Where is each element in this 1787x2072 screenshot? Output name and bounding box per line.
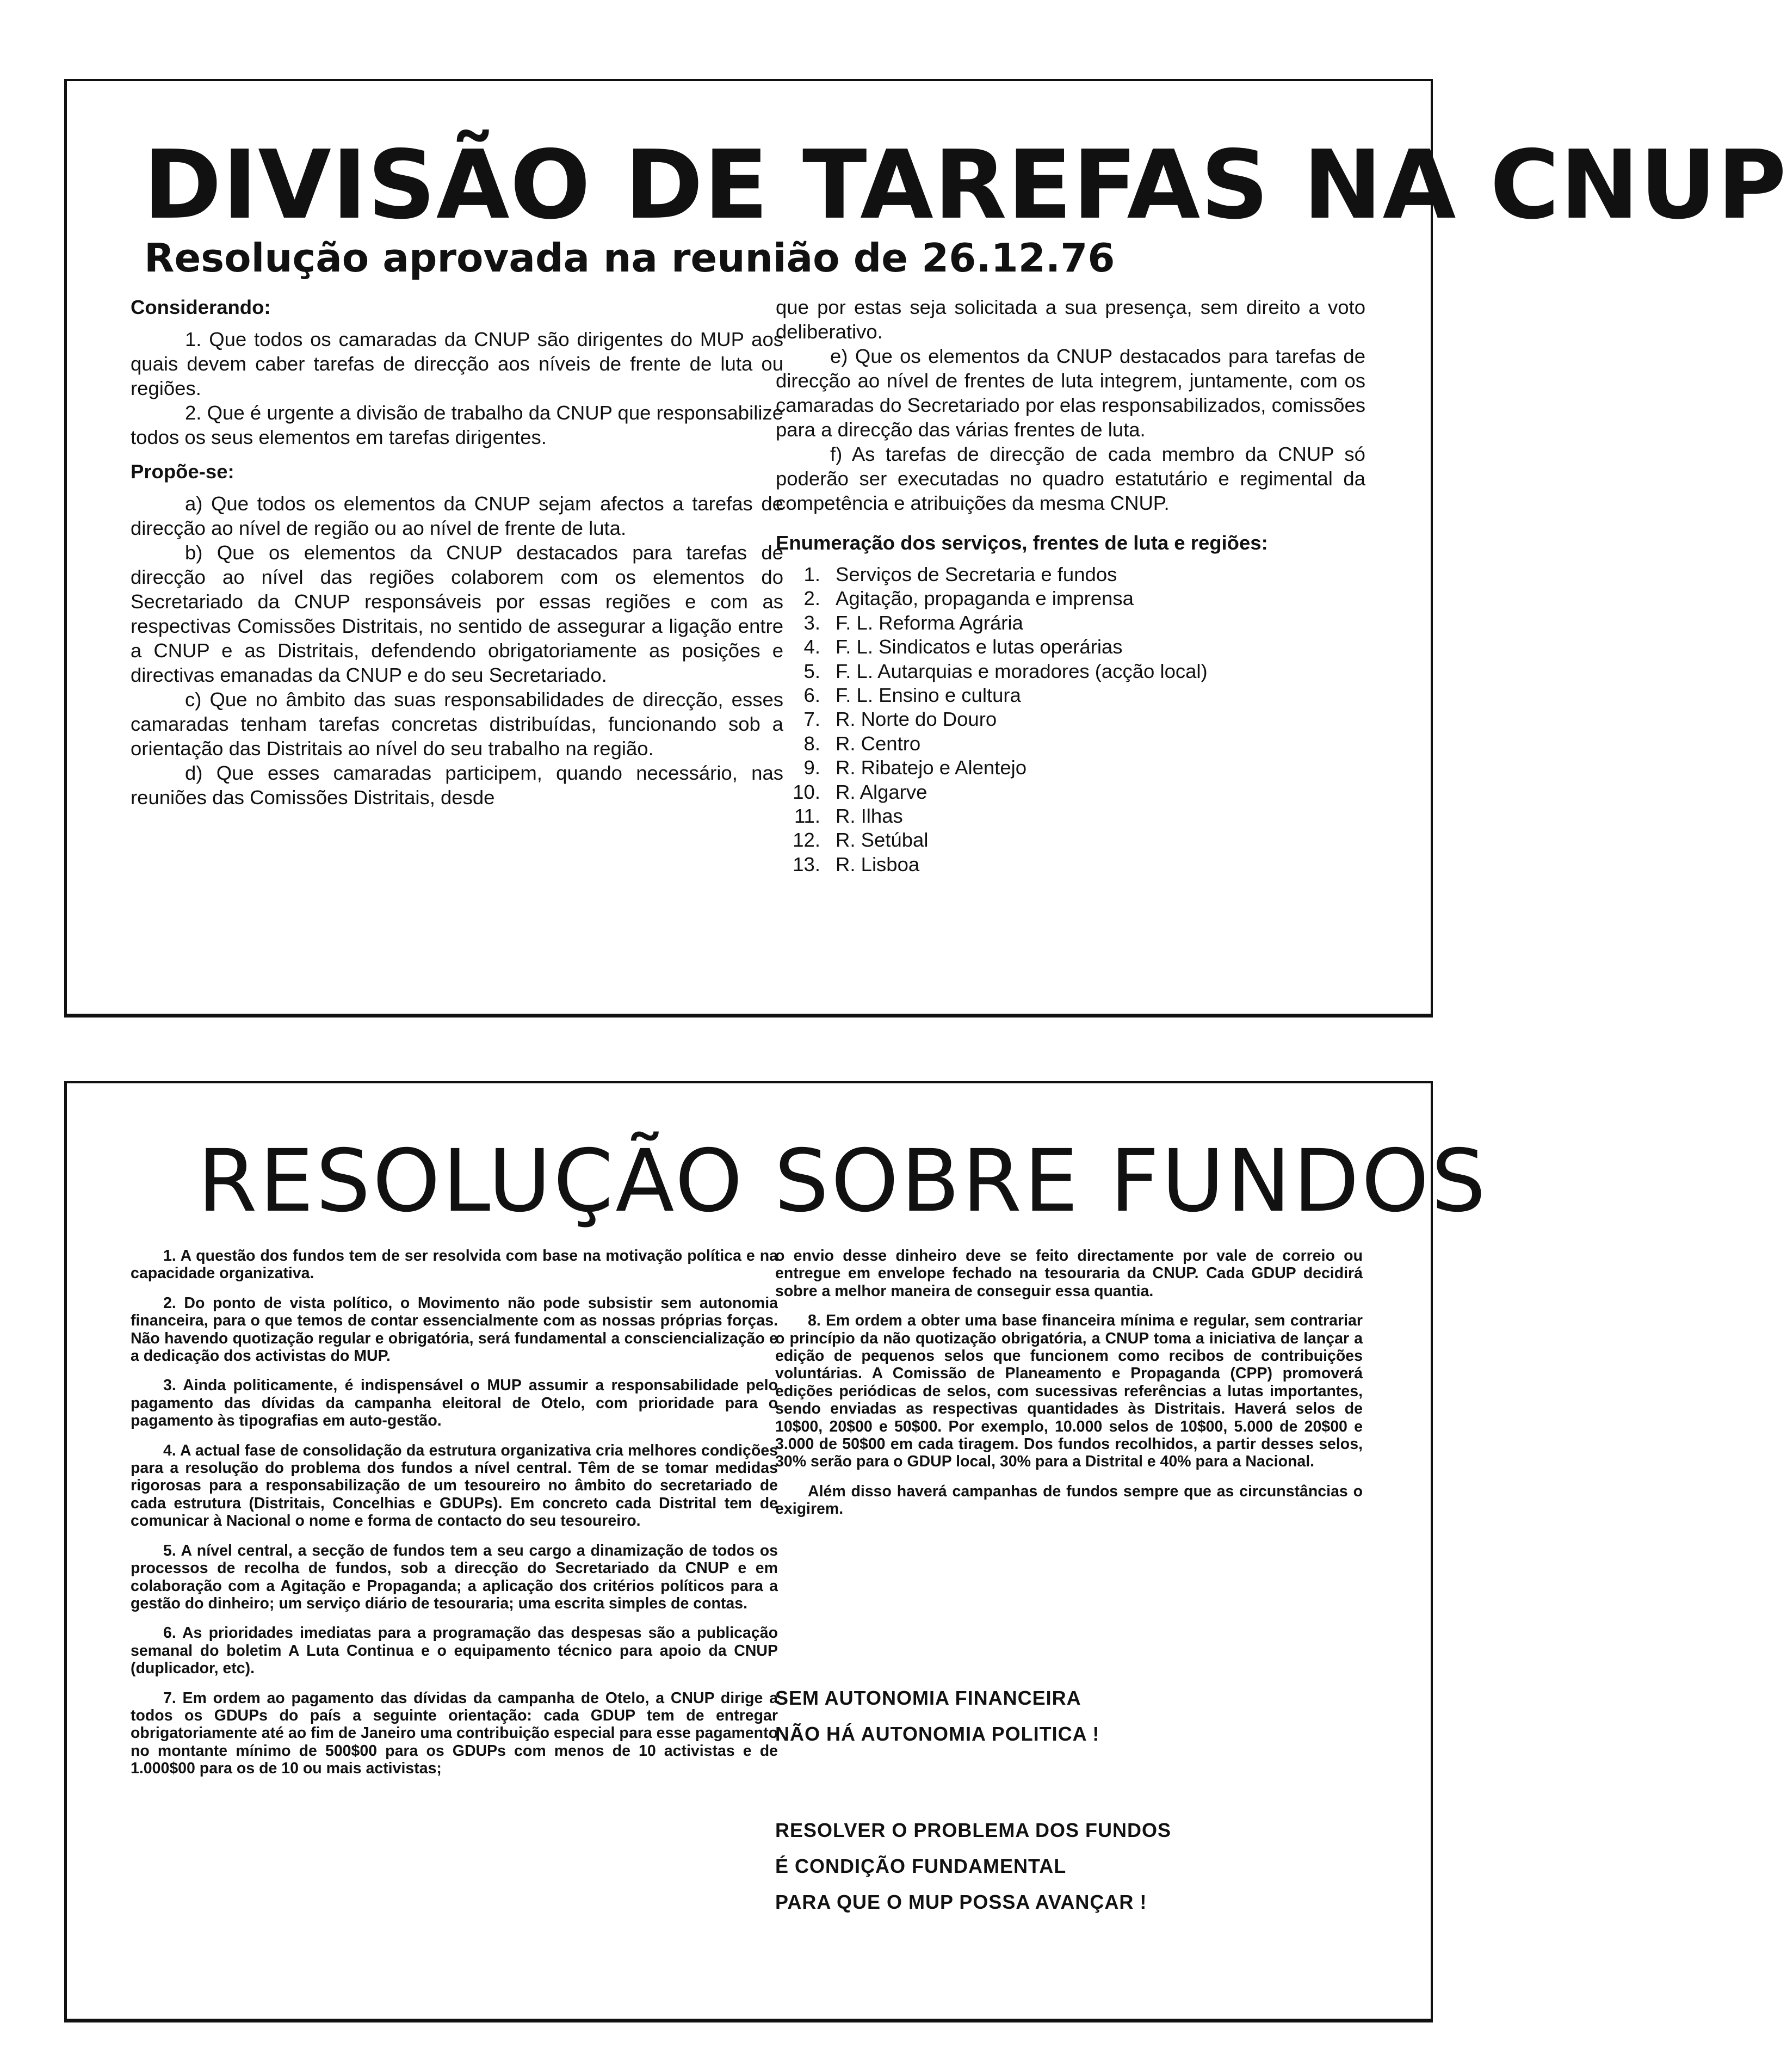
- enumeration-item: [776, 828, 1365, 852]
- enumeration-item: [776, 780, 1365, 804]
- enumeration-number: 2.: [803, 587, 820, 610]
- funds-left-column: [131, 1247, 778, 1790]
- enumeration-number: 12.: [793, 829, 820, 852]
- left-column: [131, 295, 783, 810]
- enumeration-number: 10.: [793, 780, 820, 803]
- enumeration-item: [776, 804, 1365, 828]
- funds-paragraph: 8. Em ordem a obter uma base financeira mínima e regular, sem contrariar o princípio da não quotização obrigatória, a CNUP toma a iniciativa de lançar a edição de pequenos selos que funcionem como recibos de contribuições voluntárias. A Comissão de Planeamento e Propaganda (CPP) promoverá edições periódicas de selos, com sucessivas referências a lutas importantes, sendo enviadas as respectivas quantidades às Distritais. Haverá selos de 10$00, 20$00 e 50$00. Por exemplo, 10.000 selos de 10$00, 5.000 de 20$00 e 3.000 de 50$00 em cada tiragem. Dos fundos recolhidos, a partir desses selos, 30% serão para o GDUP local, 30% para a Distrital e 40% para a Nacional.: [775, 1312, 1363, 1471]
- enumeration-text: R. Ribatejo e Alentejo: [836, 756, 1027, 779]
- page-subtitle: Resolução aprovada na reunião de 26.12.76: [144, 235, 1115, 281]
- enumeration-text: F. L. Ensino e cultura: [836, 684, 1021, 707]
- enumeration-text: Agitação, propaganda e imprensa: [836, 587, 1134, 610]
- funds-paragraph: 6. As prioridades imediatas para a programação das despesas são a publicação semanal do boletim A Luta Continua e o equipamento técnico para apoio da CNUP (duplicador, etc).: [131, 1624, 778, 1678]
- enumeration-item: [776, 563, 1365, 587]
- paragraph: 1. Que todos os camaradas da CNUP são dirigentes do MUP aos quais devem caber tarefas de direcção aos níveis de frente de luta ou regiões.: [131, 328, 783, 399]
- enumeration-number: 8.: [803, 732, 820, 755]
- enumeration-item: [776, 587, 1365, 610]
- enumeration-item: [776, 853, 1365, 877]
- paragraph: que por estas seja solicitada a sua presença, sem direito a voto deliberativo.: [776, 296, 1365, 343]
- enumeration-item: [776, 659, 1365, 683]
- right-column: [776, 295, 1365, 877]
- enumeration-item: [776, 756, 1365, 780]
- slogan-line: SEM AUTONOMIA FINANCEIRA: [775, 1687, 1081, 1709]
- enumeration-number: 3.: [803, 611, 820, 634]
- enumeration-number: 6.: [803, 684, 820, 707]
- paragraph: d) Que esses camaradas participem, quando necessário, nas reuniões das Comissões Distritais, desde: [131, 762, 783, 809]
- funds-paragraph: 2. Do ponto de vista político, o Movimento não pode subsistir sem autonomia financeira, para o que temos de contar essencialmente com as nossas próprias forças. Não havendo quotização regular e obrigatória, será fundamental a consciencialização e a dedicação dos activistas do MUP.: [131, 1294, 778, 1365]
- enumeration-text: F. L. Reforma Agrária: [836, 611, 1023, 634]
- enumeration-item: [776, 707, 1365, 731]
- enumeration-text: R. Ilhas: [836, 805, 903, 828]
- enumeration-text: R. Setúbal: [836, 829, 929, 852]
- paragraph: e) Que os elementos da CNUP destacados para tarefas de direcção ao nível de frentes de luta integrem, juntamente, com os camaradas do Secretariado por elas responsabilizados, comissões para a direcção das várias frentes de luta.: [776, 345, 1365, 441]
- page-title: DIVISÃO DE TAREFAS NA CNUP: [143, 130, 1787, 240]
- funds-paragraph: 4. A actual fase de consolidação da estrutura organizativa cria melhores condições para a resolução do problema dos fundos a nível central. Têm de se tomar medidas rigorosas para a responsabilização de um tesoureiro no âmbito do secretariado de cada estrutura (Distritais, Concelhias e GDUPs). Em concreto cada Distrital tem de comunicar à Nacional o nome e forma de contacto do seu tesoureiro.: [131, 1441, 778, 1530]
- funds-right-column: [775, 1247, 1363, 1530]
- slogan-line: PARA QUE O MUP POSSA AVANÇAR !: [775, 1891, 1147, 1913]
- enumeration-text: R. Algarve: [836, 780, 927, 803]
- paragraph: f) As tarefas de direcção de cada membro da CNUP só poderão ser executadas no quadro estatutário e regimental da competência e atribuições da mesma CNUP.: [776, 443, 1365, 514]
- funds-paragraph: 7. Em ordem ao pagamento das dívidas da campanha de Otelo, a CNUP dirige a todos os GDUPs do país a seguinte orientação: cada GDUP tem de entregar obrigatoriamente até ao fim de Janeiro uma contribuição especial para esse pagamento no montante mínimo de 500$00 para os GDUPs com menos de 10 activistas e de 1.000$00 para os de 10 ou mais activistas;: [131, 1689, 778, 1778]
- enumeration-number: 4.: [803, 636, 820, 658]
- resolution-box-funds: [64, 1081, 1488, 2022]
- enumeration-number: 13.: [793, 853, 820, 875]
- enumeration-number: 5.: [803, 659, 820, 682]
- section-heading: Considerando:: [131, 296, 271, 318]
- resolution-box-division: [64, 79, 1787, 1017]
- slogan-line: RESOLVER O PROBLEMA DOS FUNDOS: [775, 1819, 1172, 1841]
- funds-title: RESOLUÇÃO SOBRE FUNDOS: [197, 1131, 1488, 1231]
- enumeration-number: 1.: [803, 563, 820, 585]
- enumeration-text: R. Norte do Douro: [836, 708, 997, 731]
- funds-paragraph: Além disso haverá campanhas de fundos sempre que as circunstâncias o exigirem.: [775, 1482, 1363, 1518]
- paragraph: a) Que todos os elementos da CNUP sejam afectos a tarefas de direcção ao nível de região ou ao nível de frente de luta.: [131, 492, 783, 539]
- enumeration-number: 9.: [803, 756, 820, 779]
- slogan-line: NÃO HÁ AUTONOMIA POLITICA !: [775, 1723, 1100, 1745]
- enumeration-number: 7.: [803, 708, 820, 731]
- enumeration-heading: Enumeração dos serviços, frentes de luta e regiões:: [776, 532, 1268, 554]
- slogan-autonomy: [775, 1680, 1099, 1752]
- enumeration-item: [776, 635, 1365, 659]
- enumeration-item: [776, 732, 1365, 756]
- funds-paragraph: o envio desse dinheiro deve se feito directamente por vale de correio ou entregue em envelope fechado na tesouraria da CNUP. Cada GDUP decidirá sobre a melhor maneira de conseguir essa quantia.: [775, 1247, 1363, 1300]
- enumeration-text: F. L. Sindicatos e lutas operárias: [836, 636, 1123, 658]
- paragraph: b) Que os elementos da CNUP destacados para tarefas de direcção ao nível das regiões colaborem com os elementos do Secretariado da CNUP responsáveis por essas regiões e com as respectivas Comissões Distritais, no sentido de assegurar a ligação entre a CNUP e as Distritais, defendendo obrigatoriamente as posições e directivas emanadas da CNUP e do seu Secretariado.: [131, 541, 783, 686]
- funds-paragraph: 3. Ainda politicamente, é indispensável o MUP assumir a responsabilidade pelo pagamento das dívidas da campanha eleitoral de Otelo, com prioridade para o pagamento às tipografias em auto-gestão.: [131, 1377, 778, 1430]
- paragraph: c) Que no âmbito das suas responsabilidades de direcção, esses camaradas tenham tarefas concretas distribuídas, funcionando sob a orientação das Distritais ao nível do seu trabalho na região.: [131, 688, 783, 760]
- funds-paragraph: 1. A questão dos fundos tem de ser resolvida com base na motivação política e na capacidade organizativa.: [131, 1247, 778, 1282]
- enumeration-text: Serviços de Secretaria e fundos: [836, 563, 1117, 585]
- section-heading: Propõe-se:: [131, 460, 234, 483]
- funds-paragraph: 5. A nível central, a secção de fundos tem a seu cargo a dinamização de todos os processos de recolha de fundos, sob a direcção do Secretariado da CNUP e em colaboração com a Agitação e Propaganda; a aplicação dos critérios políticos para a gestão do dinheiro; um serviço diário de tesouraria; uma escrita simples de contas.: [131, 1541, 778, 1612]
- enumeration-item: [776, 683, 1365, 707]
- enumeration-number: 11.: [794, 805, 820, 828]
- enumeration-list: [776, 563, 1365, 877]
- slogan-line: É CONDIÇÃO FUNDAMENTAL: [775, 1855, 1067, 1877]
- slogan-funds: [775, 1812, 1171, 1920]
- enumeration-text: R. Centro: [836, 732, 921, 755]
- paragraph: 2. Que é urgente a divisão de trabalho da CNUP que responsabilize todos os seus elementos em tarefas dirigentes.: [131, 402, 783, 448]
- enumeration-item: [776, 611, 1365, 635]
- enumeration-text: F. L. Autarquias e moradores (acção local): [836, 659, 1208, 682]
- enumeration-text: R. Lisboa: [836, 853, 920, 875]
